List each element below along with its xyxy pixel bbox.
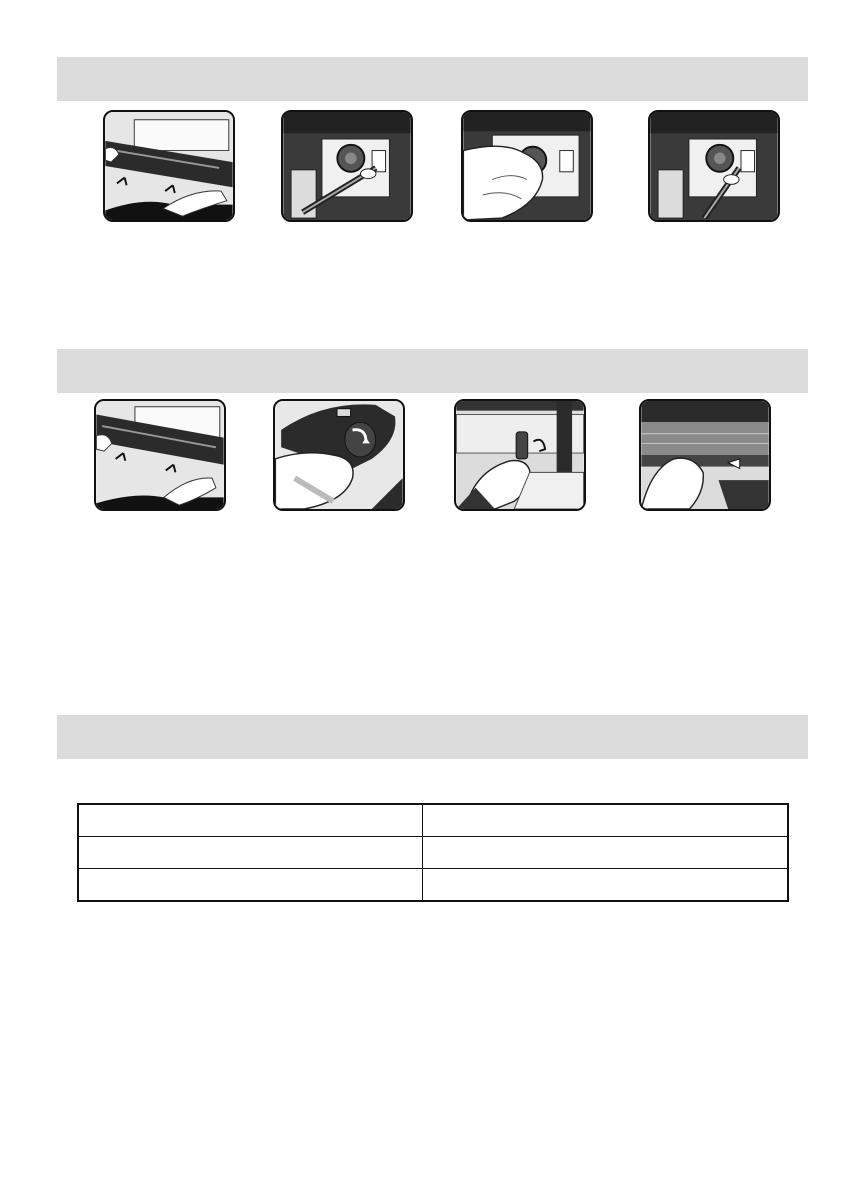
hand-insert-sheet-icon <box>641 401 769 509</box>
table-cell <box>423 837 789 869</box>
hand-turn-knob-icon <box>463 112 591 220</box>
section-header-1 <box>57 57 808 101</box>
illustration-hand-turn-knob <box>461 110 593 222</box>
illustration-pull-out-tray <box>103 110 235 222</box>
table-cell <box>78 869 423 902</box>
section-header-3 <box>57 715 808 759</box>
illustration-screwdriver-roller-2 <box>648 110 780 222</box>
table-cell <box>78 804 423 837</box>
table-cell <box>78 837 423 869</box>
table-cell <box>423 869 789 902</box>
table-row <box>78 804 788 837</box>
hand-insert-pad-icon <box>456 401 584 509</box>
table-cell <box>423 804 789 837</box>
screwdriver-roller-icon <box>650 112 778 220</box>
rotate-arrow-icon <box>275 401 403 509</box>
table-row <box>78 837 788 869</box>
illustration-pull-out-tray-2 <box>94 399 226 511</box>
pull-out-tray-icon <box>96 401 224 509</box>
section-header-2 <box>57 349 808 393</box>
table-row <box>78 869 788 902</box>
pull-out-tray-icon <box>105 112 233 220</box>
illustration-hand-insert-pad <box>454 399 586 511</box>
spec-table <box>77 803 789 902</box>
illustration-hand-insert-sheet <box>639 399 771 511</box>
illustration-rotate-cover <box>273 399 405 511</box>
illustration-screwdriver-roller-1 <box>281 110 413 222</box>
screwdriver-roller-icon <box>283 112 411 220</box>
